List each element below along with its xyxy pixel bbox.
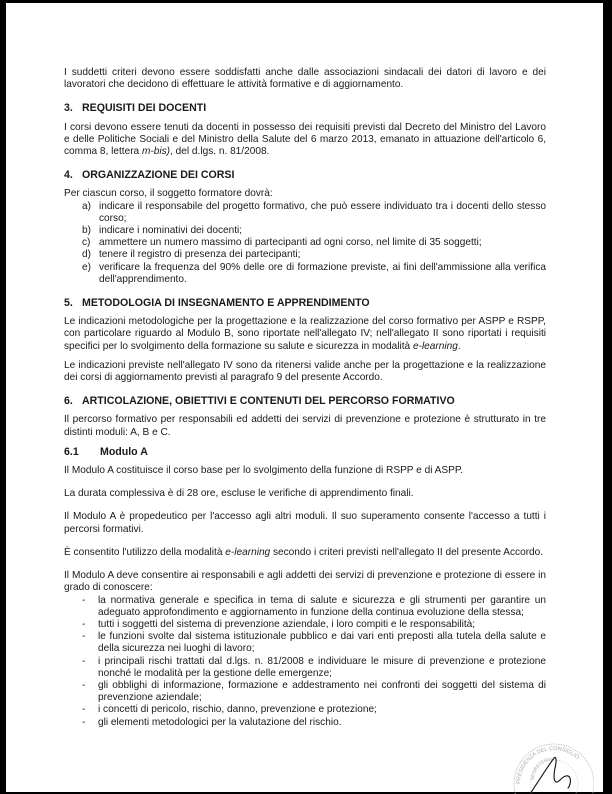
list-marker: d)	[82, 249, 91, 261]
list-item	[64, 656, 546, 680]
section-number: 6.1	[64, 445, 79, 458]
section-5-heading	[64, 297, 546, 309]
list-item-text: gli obblighi di informazione, formazione e addestramento nei confronti dei soggetti del sistema di prevenzione aziendale;	[98, 679, 546, 704]
section-title: ORGANIZZAZIONE DEI CORSI	[82, 169, 235, 182]
list-marker: -	[82, 679, 86, 691]
list-marker: -	[82, 716, 86, 728]
list-item-text: gli elementi metodologici per la valutazione del rischio.	[98, 716, 342, 728]
list-item	[64, 201, 546, 225]
list-item-text: la normativa generale e specifica in tema di salute e sicurezza e gli strumenti per garantire un adeguato approfondimento e aggiornamento in funzione della continua evoluzione della stessa;	[98, 594, 546, 618]
text-run: secondo i criteri previsti nell'allegato II del presente Accordo.	[270, 546, 544, 558]
list-item-text: tutti i soggetti del sistema di prevenzione aziendale, i loro compiti e le responsabilità;	[98, 618, 476, 630]
section-number: 4.	[64, 169, 73, 182]
list-item	[64, 262, 546, 286]
intro-paragraph: I suddetti criteri devono essere soddisfatti anche dalle associazioni sindacali dei datori di lavoro e dei lavoratori che decidono di effettuare le attività formative e di aggiornamento.	[64, 67, 546, 91]
modulo-a-paragraph-4	[64, 547, 546, 559]
list-item	[64, 249, 546, 261]
document-body	[64, 67, 546, 729]
list-item	[64, 680, 546, 704]
list-item	[64, 237, 546, 249]
modulo-a-paragraph-1: Il Modulo A costituisce il corso base per lo svolgimento della funzione di RSPP e di ASPP.	[64, 465, 464, 477]
modulo-a-paragraph-2: La durata complessiva è di 28 ore, escluse le verifiche di apprendimento finali.	[64, 488, 414, 500]
section-number: 5.	[64, 297, 73, 310]
section-number: 3.	[64, 102, 73, 115]
list-item	[64, 704, 546, 716]
list-item	[64, 619, 546, 631]
list-item	[64, 631, 546, 655]
list-marker: a)	[82, 200, 91, 212]
official-stamp-with-signature	[508, 728, 594, 794]
section-5-paragraph-2: Le indicazioni previste nell'allegato IV sono da ritenersi valide anche per la progettazione e la realizzazione dei corsi di aggiornamento previsti al paragrafo 9 del presente Accordo.	[64, 359, 546, 384]
list-marker: b)	[82, 225, 91, 237]
section-4-heading	[64, 169, 546, 181]
list-item-text: i concetti di pericolo, rischio, danno, prevenzione e protezione;	[98, 704, 377, 716]
list-marker: -	[82, 618, 86, 630]
list-item-text: indicare i nominativi dei docenti;	[99, 225, 243, 237]
list-item	[64, 717, 546, 729]
dash-list	[64, 595, 546, 729]
text-run: .	[457, 340, 461, 352]
text-run: , del d.lgs. n. 81/2008.	[170, 146, 270, 158]
section-title: REQUISITI DEI DOCENTI	[82, 102, 207, 115]
list-item	[64, 595, 546, 619]
modulo-a-paragraph-5: Il Modulo A deve consentire ai responsabili e agli addetti dei servizi di prevenzione e protezione di essere in grado di conoscere:	[64, 570, 546, 594]
modulo-a-paragraph-3: Il Modulo A è propedeutico per l'accesso agli altri moduli. Il suo superamento consente l'accesso a tutti i percorsi formativi.	[64, 511, 546, 535]
list-marker: e)	[82, 261, 91, 273]
list-item-text: tenere il registro di presenza dei partecipanti;	[99, 249, 301, 261]
italic-text: e-learning	[412, 340, 458, 352]
list-item	[64, 225, 546, 237]
section-6-paragraph: Il percorso formativo per responsabili ed addetti dei servizi di prevenzione e protezione è strutturato in tre distinti moduli: A, B e C.	[64, 414, 546, 438]
list-marker: -	[82, 704, 86, 716]
section-title: Modulo A	[100, 445, 148, 458]
alpha-list	[64, 201, 546, 286]
section-title: ARTICOLAZIONE, OBIETTIVI E CONTENUTI DEL PERCORSO FORMATIVO	[82, 395, 455, 408]
list-marker: -	[82, 631, 86, 643]
section-4-lead: Per ciascun corso, il soggetto formatore dovrà:	[64, 188, 273, 200]
text-run: I corsi devono essere tenuti da docenti in possesso dei requisiti previsti dal Decreto del Ministro del Lavoro e delle Politiche Sociali e del Ministro della Salute del 6 marzo 2013, emanato in attuazione dell'articolo 6, comma 8, lettera	[64, 121, 546, 158]
list-item-text: ammettere un numero massimo di partecipanti ad ogni corso, nel limite di 35 soggetti;	[99, 237, 482, 249]
section-3-paragraph	[64, 122, 546, 159]
list-item-text: le funzioni svolte dal sistema istituzionale pubblico e dai vari enti preposti alla tutela della salute e della sicurezza nei luoghi di lavoro;	[98, 631, 546, 655]
italic-text: e-learning	[225, 546, 271, 558]
text-run: Le indicazioni metodologiche per la progettazione e la realizzazione del corso formativo per ASPP e RSPP, con particolare riguardo al Modulo B, sono riportate nell'allegato IV; nell'allegato II sono riportati i requisiti specifici per lo svolgimento della formazione su salute e sicurezza in modalità	[64, 316, 546, 352]
section-6-heading	[64, 395, 546, 407]
italic-text: m-bis)	[141, 146, 171, 158]
section-5-paragraph-1	[64, 316, 546, 353]
scanned-page	[6, 3, 603, 792]
text-run: È consentito l'utilizzo della modalità	[64, 546, 226, 558]
stamp-inner-text: SEGRETERIA	[529, 756, 553, 781]
section-number: 6.	[64, 395, 73, 408]
list-marker: -	[82, 594, 86, 606]
list-marker: c)	[82, 237, 91, 249]
list-item-text: i principali rischi trattati dal d.lgs. n. 81/2008 e individuare le misure di prevenzione e protezione nonché le modalità per la gestione delle emergenze;	[98, 655, 546, 679]
subsection-6-1-heading	[64, 446, 546, 458]
signature-icon	[530, 757, 570, 794]
list-item-text: verificare la frequenza del 90% delle ore di formazione previste, ai fini dell'ammissione alla verifica dell'apprendimento.	[99, 261, 546, 285]
list-marker: -	[82, 655, 86, 667]
section-title: METODOLOGIA DI INSEGNAMENTO E APPRENDIMENTO	[82, 297, 370, 310]
stamp-outer-text: PRESIDENZA DEL CONSIGLIO	[515, 745, 581, 785]
list-item-text: indicare il responsabile del progetto formativo, che può essere individuato tra i docenti dello stesso corso;	[99, 200, 546, 224]
section-3-heading	[64, 102, 546, 114]
